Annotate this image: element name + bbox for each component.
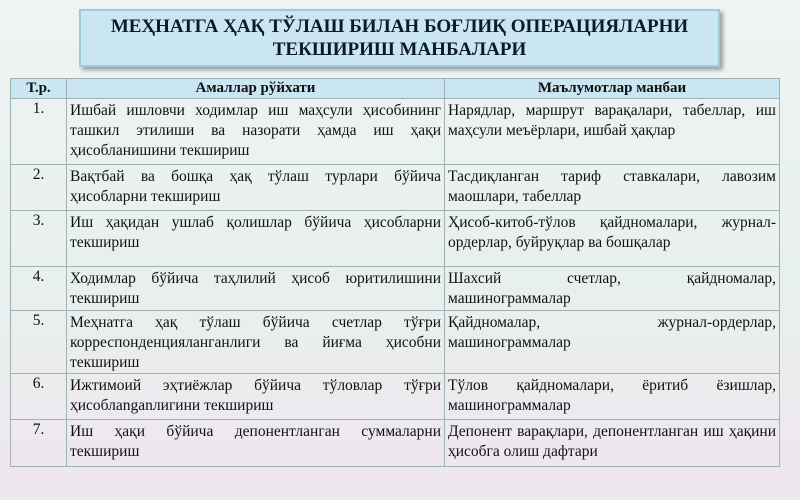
row-action: Иш ҳақи бўйича депонентланган суммаларни текшириш — [67, 420, 445, 467]
sources-table — [10, 78, 780, 467]
header-source: Маълумотлар манбаи — [445, 79, 780, 99]
slide-title-line-2: ТЕКШИРИШ МАНБАЛАРИ — [272, 39, 527, 60]
table-row — [11, 99, 780, 165]
row-source: Депонент варақлари, депонентланган иш ҳақини ҳисобга олиш дафтари — [445, 420, 780, 467]
row-action: Ижтимоий эҳтиёжлар бўйича тўловлар тўғри ҳисоблanganлигини текшириш — [67, 374, 445, 420]
table-row — [11, 165, 780, 211]
header-number: Т.р. — [11, 79, 67, 99]
table-header-row — [11, 79, 780, 99]
row-number: 4. — [11, 267, 67, 311]
sources-table-container — [10, 78, 779, 467]
table-row — [11, 374, 780, 420]
row-action: Вақтбай ва бошқа ҳақ тўлаш турлари бўйича ҳисобларни текшириш — [67, 165, 445, 211]
header-actions: Амаллар рўйхати — [67, 79, 445, 99]
row-number: 1. — [11, 99, 67, 165]
row-source: Тасдиқланган тариф ставкалари, лавозим маошлари, табеллар — [445, 165, 780, 211]
table-row — [11, 420, 780, 467]
table-row — [11, 311, 780, 374]
row-number: 7. — [11, 420, 67, 467]
row-number: 3. — [11, 211, 67, 267]
row-action: Ходимлар бўйича таҳлилий ҳисоб юритилишини текшириш — [67, 267, 445, 311]
row-source: Нарядлар, маршрут варақалари, табеллар, иш маҳсули меъёрлари, ишбай ҳақлар — [445, 99, 780, 165]
row-number: 6. — [11, 374, 67, 420]
table-row — [11, 211, 780, 267]
slide-title-box — [79, 9, 720, 67]
row-action: Иш ҳақидан ушлаб қолишлар бўйича ҳисобларни текшириш — [67, 211, 445, 267]
row-number: 5. — [11, 311, 67, 374]
row-action: Меҳнатга ҳақ тўлаш бўйича счетлар тўғри корреспонденцияланганлиги ва йиғма ҳисобни текшириш — [67, 311, 445, 374]
table-row — [11, 267, 780, 311]
row-source: Қайдномалар, журнал-ордерлар, машинограммалар — [445, 311, 780, 374]
row-source: Ҳисоб-китоб-тўлов қайдномалари, журнал-ордерлар, буйруқлар ва бошқалар — [445, 211, 780, 267]
row-source: Шахсий счетлар, қайдномалар, машинограммалар — [445, 267, 780, 311]
slide-title-line-1: МЕҲНАТГА ҲАҚ ТЎЛАШ БИЛАН БОҒЛИҚ ОПЕРАЦИЯЛАРНИ — [110, 16, 689, 37]
row-action: Ишбай ишловчи ходимлар иш маҳсули ҳисобининг ташкил этилиши ва назорати ҳамда иш ҳақи ҳисобланишини текшириш — [67, 99, 445, 165]
row-number: 2. — [11, 165, 67, 211]
row-source: Тўлов қайдномалари, ёритиб ёзишлар, машинограммалар — [445, 374, 780, 420]
